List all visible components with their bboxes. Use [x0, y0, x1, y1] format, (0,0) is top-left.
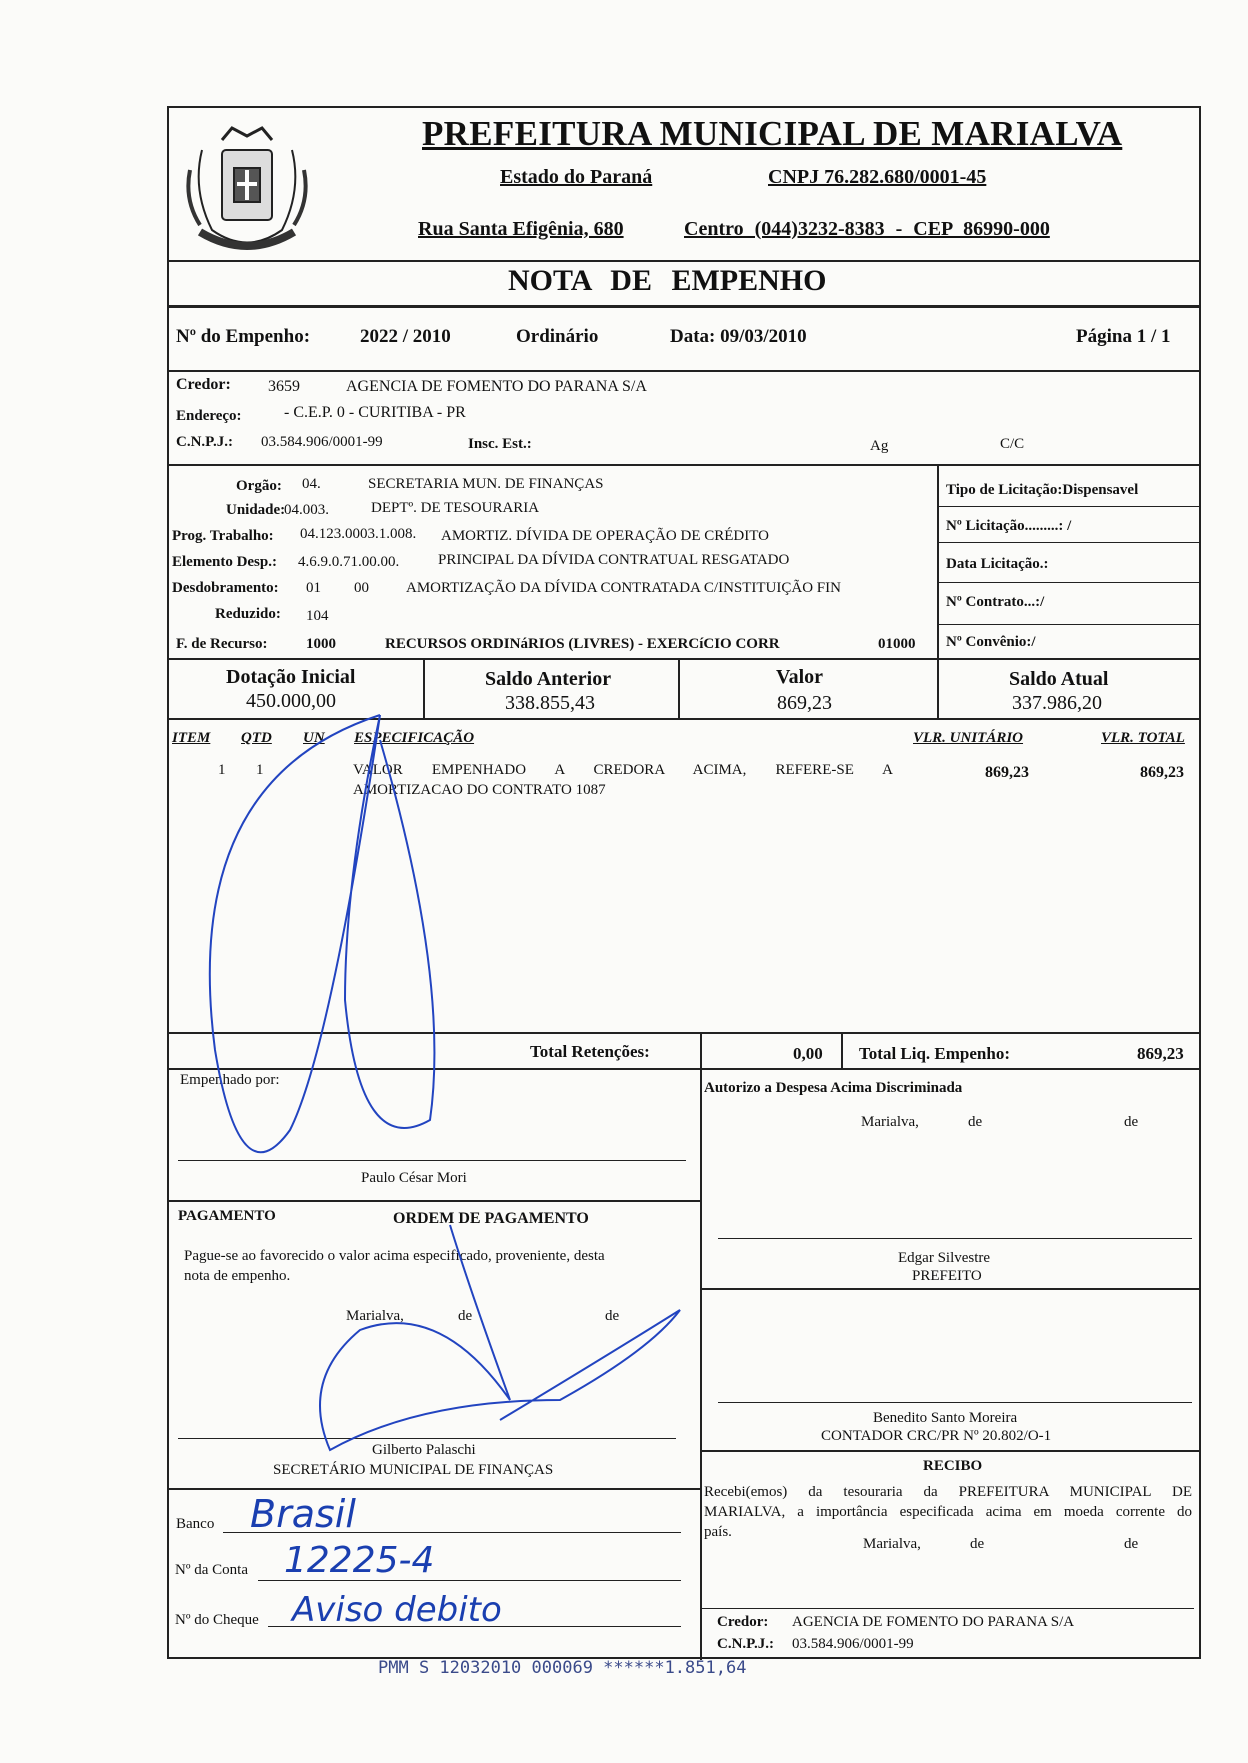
- payment-stamp: PMM S 12032010 000069 ******1.851,64: [378, 1658, 747, 1678]
- signature-secretario: [320, 1225, 680, 1450]
- empenho-date: Data: 09/03/2010: [670, 326, 807, 347]
- desdob-name: AMORTIZAÇÃO DA DÍVIDA CONTRATADA C/INSTITUIÇÃO FIN: [406, 580, 841, 596]
- col-item: ITEM: [172, 730, 211, 746]
- data-licitacao: Data Licitação.:: [946, 556, 1049, 572]
- pagamento-texto-2: nota de empenho.: [184, 1268, 291, 1284]
- liquido-value: 869,23: [1137, 1044, 1184, 1063]
- conta-handwritten: 12225-4: [284, 1540, 435, 1581]
- empenhado-nome: Paulo César Mori: [361, 1170, 467, 1186]
- banco-label: Banco: [176, 1516, 215, 1532]
- liquido-label: Total Liq. Empenho:: [859, 1044, 1010, 1063]
- header-cnpj: CNPJ 76.282.680/0001-45: [768, 166, 987, 188]
- saldo-anterior-label: Saldo Anterior: [485, 668, 612, 690]
- cheque-label: Nº do Cheque: [175, 1612, 259, 1628]
- row-qtd: 1: [256, 762, 264, 778]
- n-licitacao: Nº Licitação.........: /: [946, 518, 1072, 534]
- credor-endereco: - C.E.P. 0 - CURITIBA - PR: [284, 404, 466, 421]
- valor-value: 869,23: [777, 692, 832, 714]
- prefeito-nome: Edgar Silvestre: [898, 1250, 991, 1266]
- pagamento-de-2: de: [605, 1308, 620, 1324]
- retencoes-label: Total Retenções:: [530, 1042, 650, 1061]
- recibo-de-1: de: [970, 1536, 985, 1552]
- secretario-cargo: SECRETÁRIO MUNICIPAL DE FINANÇAS: [273, 1462, 554, 1478]
- prefeito-cargo: PREFEITO: [912, 1268, 982, 1284]
- col-un: UN: [303, 730, 325, 746]
- endereco-label: Endereço:: [176, 408, 242, 424]
- header-title: PREFEITURA MUNICIPAL DE MARIALVA: [422, 114, 1123, 153]
- contador-nome: Benedito Santo Moreira: [873, 1410, 1018, 1426]
- pagamento-de-1: de: [458, 1308, 473, 1324]
- col-especificacao: ESPECIFICAÇÃO: [354, 730, 475, 746]
- ag-label: Ag: [870, 438, 889, 454]
- row-especificacao-1: VALOR EMPENHADO A CREDORA ACIMA, REFERE-SE A: [353, 762, 893, 778]
- recurso-name: RECURSOS ORDINáRIOS (LIVRES) - EXERCíCIO CORR: [385, 636, 780, 652]
- row-vlr-total: 869,23: [1140, 764, 1184, 781]
- credor-cnpj: 03.584.906/0001-99: [261, 434, 383, 450]
- row-item: 1: [218, 762, 226, 778]
- pagamento-texto-1: Pague-se ao favorecido o valor acima especificado, proveniente, desta: [184, 1248, 605, 1264]
- ordem-pagamento-label: ORDEM DE PAGAMENTO: [393, 1210, 589, 1227]
- recurso-code: 1000: [306, 636, 336, 652]
- recibo-local: Marialva,: [863, 1536, 921, 1552]
- autorizo-de-2: de: [1124, 1114, 1139, 1130]
- autorizo-de-1: de: [968, 1114, 983, 1130]
- elemento-name: PRINCIPAL DA DÍVIDA CONTRATUAL RESGATADO: [438, 552, 790, 568]
- desdob-label: Desdobramento:: [172, 580, 279, 596]
- recurso-label: F. de Recurso:: [176, 636, 268, 652]
- header-endereco: Rua Santa Efigênia, 680: [418, 218, 624, 240]
- recibo-de-2: de: [1124, 1536, 1139, 1552]
- prog-label: Prog. Trabalho:: [172, 528, 274, 544]
- empenho-number-label: Nº do Empenho:: [176, 326, 311, 347]
- empenho-number: 2022 / 2010: [360, 326, 451, 347]
- orgao-code: 04.: [302, 476, 321, 492]
- col-vlr-total: VLR. TOTAL: [1101, 730, 1185, 746]
- credor-label: Credor:: [176, 376, 231, 393]
- pagamento-local: Marialva,: [346, 1308, 404, 1324]
- unidade-label: Unidade:: [226, 502, 286, 518]
- header-estado: Estado do Paraná: [500, 166, 653, 188]
- empenhado-label: Empenhado por:: [180, 1072, 280, 1088]
- col-vlr-unitario: VLR. UNITÁRIO: [913, 730, 1024, 746]
- banco-handwritten: Brasil: [250, 1492, 356, 1536]
- header-contato: Centro (044)3232-8383 - CEP 86990-000: [684, 218, 1050, 240]
- pagamento-label: PAGAMENTO: [178, 1208, 276, 1224]
- desdob-b: 00: [354, 580, 369, 596]
- row-especificacao-2: AMORTIZACAO DO CONTRATO 1087: [353, 782, 606, 798]
- recibo-texto-2: MARIALVA, a importância especificada acima em moeda corrente do: [704, 1504, 1192, 1520]
- dotacao-label: Dotação Inicial: [226, 666, 356, 688]
- recibo-texto-3: país.: [704, 1524, 732, 1540]
- orgao-name: SECRETARIA MUN. DE FINANÇAS: [368, 476, 604, 492]
- orgao-label: Orgão:: [236, 478, 282, 494]
- recurso-number: 01000: [878, 636, 916, 652]
- saldo-atual-label: Saldo Atual: [1009, 668, 1109, 690]
- col-qtd: QTD: [241, 730, 272, 746]
- page-number: Página 1 / 1: [1076, 326, 1171, 347]
- valor-label: Valor: [776, 666, 824, 688]
- secretario-nome: Gilberto Palaschi: [372, 1442, 476, 1458]
- insc-label: Insc. Est.:: [468, 436, 532, 452]
- prog-name: AMORTIZ. DÍVIDA DE OPERAÇÃO DE CRÉDITO: [441, 528, 769, 544]
- elemento-label: Elemento Desp.:: [172, 554, 277, 570]
- recibo-cnpj-label: C.N.P.J.:: [717, 1636, 774, 1652]
- unidade-name: DEPTº. DE TESOURARIA: [371, 500, 540, 516]
- n-convenio: Nº Convênio:/: [946, 634, 1036, 650]
- elemento-code: 4.6.9.0.71.00.00.: [298, 554, 400, 570]
- unidade-code: 04.003.: [284, 502, 329, 518]
- recibo-credor-nome: AGENCIA DE FOMENTO DO PARANA S/A: [792, 1614, 1075, 1630]
- n-contrato: Nº Contrato...:/: [946, 594, 1045, 610]
- contador-cargo: CONTADOR CRC/PR Nº 20.802/O-1: [821, 1428, 1052, 1444]
- recibo-credor-label: Credor:: [717, 1614, 769, 1630]
- reduzido-label: Reduzido:: [215, 606, 281, 622]
- empenho-type: Ordinário: [516, 326, 599, 347]
- dotacao-value: 450.000,00: [246, 690, 336, 712]
- cnpj-label: C.N.P.J.:: [176, 434, 233, 450]
- conta-label: Nº da Conta: [175, 1562, 248, 1578]
- credor-code: 3659: [268, 378, 300, 395]
- cc-label: C/C: [1000, 436, 1025, 452]
- cheque-handwritten: Aviso debito: [292, 1590, 502, 1630]
- recibo-texto-1: Recebi(emos) da tesouraria da PREFEITURA MUNICIPAL DE: [704, 1484, 1192, 1500]
- prog-code: 04.123.0003.1.008.: [300, 526, 417, 542]
- recibo-title: RECIBO: [923, 1458, 983, 1474]
- credor-name: AGENCIA DE FOMENTO DO PARANA S/A: [346, 378, 647, 395]
- row-vlr-unitario: 869,23: [985, 764, 1029, 781]
- saldo-anterior-value: 338.855,43: [505, 692, 595, 714]
- desdob-a: 01: [306, 580, 321, 596]
- signature-empenhado: [210, 715, 435, 1152]
- autorizo-local: Marialva,: [861, 1114, 919, 1130]
- retencoes-value: 0,00: [793, 1044, 823, 1063]
- reduzido-value: 104: [306, 608, 329, 624]
- autorizo-text: Autorizo a Despesa Acima Discriminada: [704, 1080, 963, 1096]
- tipo-licitacao: Tipo de Licitação:Dispensavel: [946, 482, 1139, 498]
- doc-title: NOTA DE EMPENHO: [508, 264, 827, 297]
- recibo-cnpj: 03.584.906/0001-99: [792, 1636, 914, 1652]
- saldo-atual-value: 337.986,20: [1012, 692, 1102, 714]
